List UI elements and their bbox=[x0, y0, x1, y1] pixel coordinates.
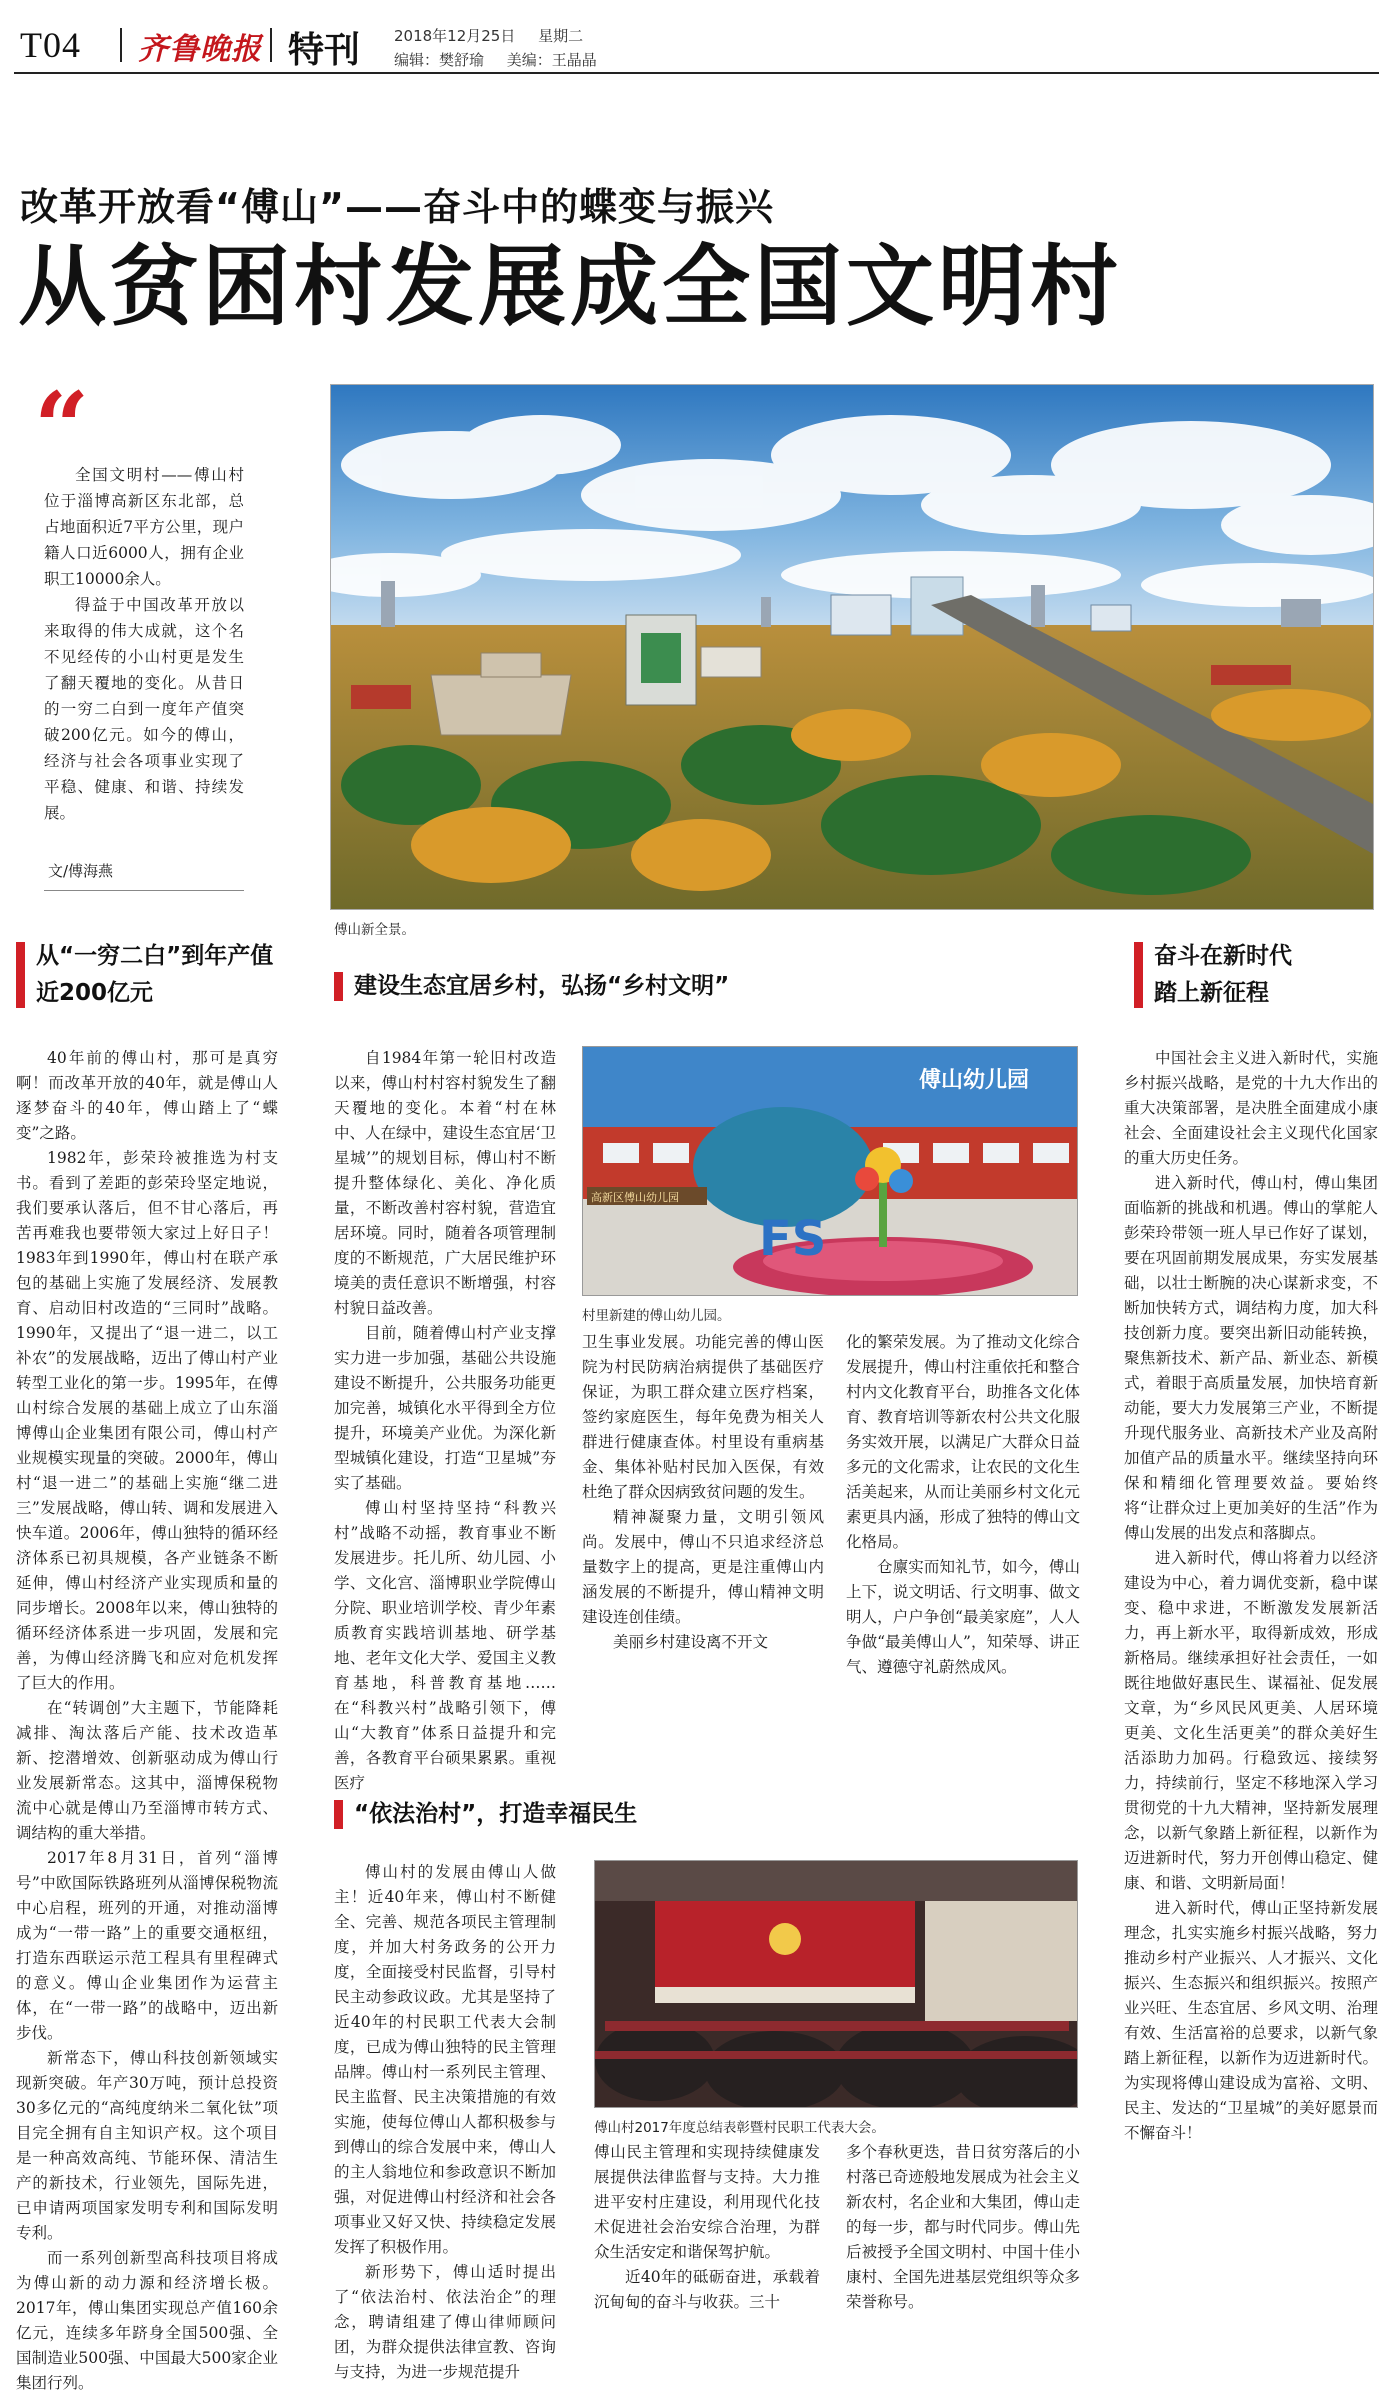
kicker-headline: 改革开放看“傅山”——奋斗中的蝶变与振兴 bbox=[20, 185, 774, 229]
section-heading-line: 奋斗在新时代 bbox=[1154, 943, 1292, 969]
main-headline: 从贫困村发展成全国文明村 bbox=[18, 235, 1123, 338]
page-number: T04 bbox=[20, 25, 81, 65]
article-paragraph: 进入新时代，傅山将着力以经济建设为中心，着力调优变新，稳中谋变、稳中求进，不断激发发展新活力，再上新水平，取得新成效，形成新格局。继续承担好社会责任，一如既往地做好惠民生、谋福祉、促发展文章，为“乡风民风更美、人居环境更美、文化生活更美”的群众美好生活添助力加码。行稳致远、接续努力，持续前行，坚定不移地深入学习贯彻党的十九大精神，坚持新发展理念，以新气象踏上新征程，以新作为迈进新时代，努力开创傅山稳定、健康、和谐、文明新局面！ bbox=[1124, 1549, 1378, 1892]
article-paragraph: 自1984年第一轮旧村改造以来，傅山村村容村貌发生了翻天覆地的变化。本着“村在林中、人在绿中，建设生态宜居‘卫星城’”的规划目标，傅山村不断提升整体绿化、美化、净化质量，不断改善村容村貌，营造宜居环境。同时，随着各项管理制度的不断规范，广大居民维护环境美的责任意识不断增强，村容村貌日益改善。 bbox=[334, 1049, 556, 1317]
section-heading bbox=[1134, 938, 1374, 1012]
photo-caption: 傅山村2017年度总结表彰暨村民职工代表大会。 bbox=[594, 2120, 885, 2136]
conference-illustration bbox=[595, 1861, 1078, 2108]
byline: 文/傅海燕 bbox=[48, 862, 114, 880]
quote-mark-icon: “ bbox=[34, 371, 90, 484]
building-sign: 傅山幼儿园 bbox=[919, 1068, 1030, 1093]
section-heading: “依法治村”，打造幸福民生 bbox=[334, 1796, 894, 1833]
article-column bbox=[1124, 1046, 1378, 2146]
article-paragraph: 美丽乡村建设离不开文 bbox=[613, 1633, 769, 1651]
article-paragraph: 1982年，彭荣玲被推选为村支书。看到了差距的彭荣玲坚定地说，我们要承认落后，但不甘心落后，再苦再难我也要带领大家过上好日子！1983年到1990年，傅山村在联产承包的基础上实施了发展经济、发展教育、启动旧村改造的“三同时”战略。1990年，又提出了“退一进二，以工补农”的发展战略，迈出了傅山村产业转型工业化的第一步。1995年，在傅山村综合发展的基础上成立了山东淄博傅山企业集团有限公司，傅山村产业规模实现量的突破。2000年，傅山村“退一进二”的基础上实施“继二进三”发展战略，傅山转、调和发展进入快车道。2006年，傅山独特的循环经济体系已初具规模，各产业链条不断延伸，傅山村经济产业实现质和量的同步增长。2008年以来，傅山独特的循环经济体系进一步巩固，发展和完善，为傅山经济腾飞和应对危机发挥了巨大的作用。 bbox=[16, 1149, 278, 1692]
article-paragraph: 近40年的砥砺奋进，承载着沉甸甸的奋斗与收获。三十 bbox=[594, 2268, 820, 2311]
article-paragraph: 中国社会主义进入新时代，实施乡村振兴战略，是党的十九大作出的重大决策部署，是决胜全面建成小康社会、全面建设社会主义现代化国家的重大历史任务。 bbox=[1124, 1049, 1378, 1167]
article-paragraph: 精神凝聚力量，文明引领风尚。发展中，傅山不只追求经济总量数字上的提高，更是注重傅山内涵发展的不断提升，傅山精神文明建设连创佳绩。 bbox=[582, 1508, 824, 1626]
publication-meta bbox=[394, 24, 615, 72]
pub-weekday: 星期二 bbox=[538, 27, 584, 45]
pub-date: 2018年12月25日 bbox=[394, 27, 516, 45]
article-column bbox=[334, 1860, 556, 2385]
article-paragraph: 在“转调创”大主题下，节能降耗减排、淘汰落后产能、技术改造革新、挖潜增效、创新驱动成为傅山行业发展新常态。这其中，淄博保税物流中心就是傅山乃至淄博市转方式、调结构的重大举措。 bbox=[16, 1699, 278, 1842]
article-column bbox=[846, 2140, 1080, 2315]
article-paragraph: 40年前的傅山村，那可是真穷啊！而改革开放的40年，就是傅山人逐梦奋斗的40年，傅山踏上了“蝶变”之路。 bbox=[16, 1049, 278, 1142]
newspaper-logo: 齐鲁晚报 bbox=[138, 32, 262, 67]
masthead-divider bbox=[270, 28, 272, 62]
article-column bbox=[334, 1046, 556, 1796]
intro-paragraph: 得益于中国改革开放以来取得的伟大成就，这个名不见经传的小山村更是发生了翻天覆地的变化。从昔日的一穷二白到一度年产值突破200亿元。如今的傅山，经济与社会各项事业实现了平稳、健康、和谐、持续发展。 bbox=[44, 596, 244, 822]
article-column bbox=[594, 2140, 820, 2315]
kindergarten-photo bbox=[582, 1046, 1078, 1296]
editor-credit: 编辑：樊舒瑜 bbox=[394, 51, 485, 69]
article-paragraph: 多个春秋更迭，昔日贫穷落后的小村落已奇迹般地发展成为社会主义新农村，名企业和大集团，傅山走的每一步，都与时代同步。傅山先后被授予全国文明村、中国十佳小康村、全国先进基层党组织等众多荣誉称号。 bbox=[846, 2143, 1080, 2311]
article-column bbox=[582, 1330, 824, 1655]
article-paragraph: 傅山村坚持坚持“科教兴村”战略不动摇，教育事业不断发展进步。托儿所、幼儿园、小学、文化宫、淄博职业学院傅山分院、职业培训学校、青少年素质教育实践培训基地、研学基地、老年文化大学、爱国主义教育基地，科普教育基地……在“科教兴村”战略引领下，傅山“大教育”体系日益提升和完善，各教育平台硕果累累。重视医疗 bbox=[334, 1499, 556, 1792]
kindergarten-illustration bbox=[583, 1047, 1078, 1296]
article-paragraph: 卫生事业发展。功能完善的傅山医院为村民防病治病提供了基础医疗保证，为职工群众建立医疗档案，签约家庭医生，每年免费为相关人群进行健康查体。村里设有重病基金、集体补贴村民加入医保，有效杜绝了群众因病致贫问题的发生。 bbox=[582, 1333, 824, 1501]
section-heading: 从“一穷二白”到年产值近200亿元 bbox=[16, 938, 286, 1012]
masthead bbox=[14, 10, 1379, 74]
photo-caption: 村里新建的傅山幼儿园。 bbox=[582, 1308, 731, 1324]
section-heading: 建设生态宜居乡村，弘扬“乡村文明” bbox=[334, 968, 894, 1005]
photo-caption: 傅山新全景。 bbox=[334, 922, 415, 938]
intro-text bbox=[44, 462, 244, 826]
article-paragraph: 进入新时代，傅山正坚持新发展理念，扎实实施乡村振兴战略，努力推动乡村产业振兴、人才振兴、文化振兴、生态振兴和组织振兴。按照产业兴旺、生态宜居、乡风文明、治理有效、生活富裕的总要求，以新气象踏上新征程，以新作为迈进新时代。为实现将傅山建设成为富裕、文明、民主、发达的“卫星城”的美好愿景而不懈奋斗！ bbox=[1124, 1899, 1378, 2142]
divider bbox=[44, 890, 244, 891]
article-paragraph: 进入新时代，傅山村，傅山集团面临新的挑战和机遇。傅山的掌舵人彭荣玲带领一班人早已作好了谋划，要在巩固前期发展成果，夯实发展基础，以壮士断腕的决心谋新求变，不断加快转方式，调结构力度，加大科技创新力度。要突出新旧动能转换，聚焦新技术、新产品、新业态、新模式，着眼于高质量发展，加快培育新动能，要大力发展第三产业，不断提升现代服务业、高新技术产业及高附加值产品的质量水平。继续坚持向环保和精细化管理要效益。要始终将“让群众过上更加美好的生活”作为傅山发展的出发点和落脚点。 bbox=[1124, 1174, 1378, 1542]
entrance-signboard: 高新区傅山幼儿园 bbox=[591, 1191, 679, 1204]
article-column bbox=[16, 1046, 278, 2395]
article-paragraph: 2017年8月31日，首列“淄博号”中欧国际铁路班列从淄博保税物流中心启程，班列的开通，对推动淄博成为“一带一路”上的重要交通枢纽，打造东西联运示范工程具有里程碑式的意义。傅山企业集团作为运营主体，在“一带一路”的战略中，迈出新步伐。 bbox=[16, 1849, 278, 2042]
article-paragraph: 新形势下，傅山适时提出了“依法治村、依法治企”的理念，聘请组建了傅山律师顾问团，为群众提供法律宣教、咨询与支持，为进一步规范提升 bbox=[334, 2263, 556, 2381]
article-paragraph: 而一系列创新型高科技项目将成为傅山新的动力源和经济增长极。2017年，傅山集团实现总产值160余亿元，连续多年跻身全国500强、全国制造业500强、中国最大500家企业集团行列。 bbox=[16, 2249, 278, 2392]
conference-photo bbox=[594, 1860, 1078, 2108]
article-paragraph: 目前，随着傅山村产业支撑实力进一步加强，基础公共设施建设不断提升，公共服务功能更加完善，城镇化水平得到全方位提升，环境美产业优。为深化新型城镇化建设，打造“卫星城”夯实了基础。 bbox=[334, 1324, 556, 1492]
sculpture-letters: FS bbox=[759, 1211, 827, 1267]
panorama-illustration bbox=[331, 385, 1374, 910]
article-paragraph: 新常态下，傅山科技创新领域实现新突破。年产30万吨，预计总投资30多亿元的“高纯度纳米二氧化钛”项目完全拥有自主知识产权。这个项目是一种高效高纯、节能环保、清洁生产的新技术，行业领先，国际先进，已申请两项国家发明专利和国际发明专利。 bbox=[16, 2049, 278, 2242]
article-paragraph: 傅山村的发展由傅山人做主！近40年来，傅山村不断健全、完善、规范各项民主管理制度，并加大村务政务的公开力度，全面接受村民监督，引导村民主动参政议政。尤其是坚持了近40年的村民职工代表大会制度，已成为傅山独特的民主管理品牌。傅山村一系列民主管理、民主监督、民主决策措施的有效实施，使每位傅山人都积极参与到傅山的综合发展中来，傅山人的主人翁地位和参政意识不断加强，对促进傅山村经济和社会各项事业又好又快、持续稳定发展发挥了积极作用。 bbox=[334, 1863, 556, 2256]
article-paragraph: 仓廪实而知礼节，如今，傅山上下，说文明话、行文明事、做文明人，户户争创“最美家庭”，人人争做“最美傅山人”，知荣辱、讲正气、遵德守礼蔚然成风。 bbox=[846, 1558, 1080, 1676]
designer-credit: 美编：王晶晶 bbox=[506, 51, 597, 69]
section-heading-line: 踏上新征程 bbox=[1154, 980, 1269, 1006]
article-paragraph: 化的繁荣发展。为了推动文化综合发展提升，傅山村注重依托和整合村内文化教育平台，助推各文化体育、教育培训等新农村公共文化服务实效开展，以满足广大群众日益多元的文化需求，让农民的文化生活美起来，从而让美丽乡村文化元素更具内涵，形成了独特的傅山文化格局。 bbox=[846, 1333, 1080, 1551]
hero-panorama-photo bbox=[330, 384, 1374, 910]
article-column bbox=[846, 1330, 1080, 1680]
article-paragraph: 傅山民主管理和实现持续健康发展提供法律监督与支持。大力推进平安村庄建设，利用现代化技术促进社会治安综合治理，为群众生活安定和谐保驾护航。 bbox=[594, 2143, 820, 2261]
section-name: 特刊 bbox=[288, 30, 361, 71]
masthead-divider bbox=[120, 28, 122, 62]
intro-paragraph: 全国文明村——傅山村位于淄博高新区东北部，总占地面积近7平方公里，现户籍人口近6000人，拥有企业职工10000余人。 bbox=[44, 466, 244, 588]
